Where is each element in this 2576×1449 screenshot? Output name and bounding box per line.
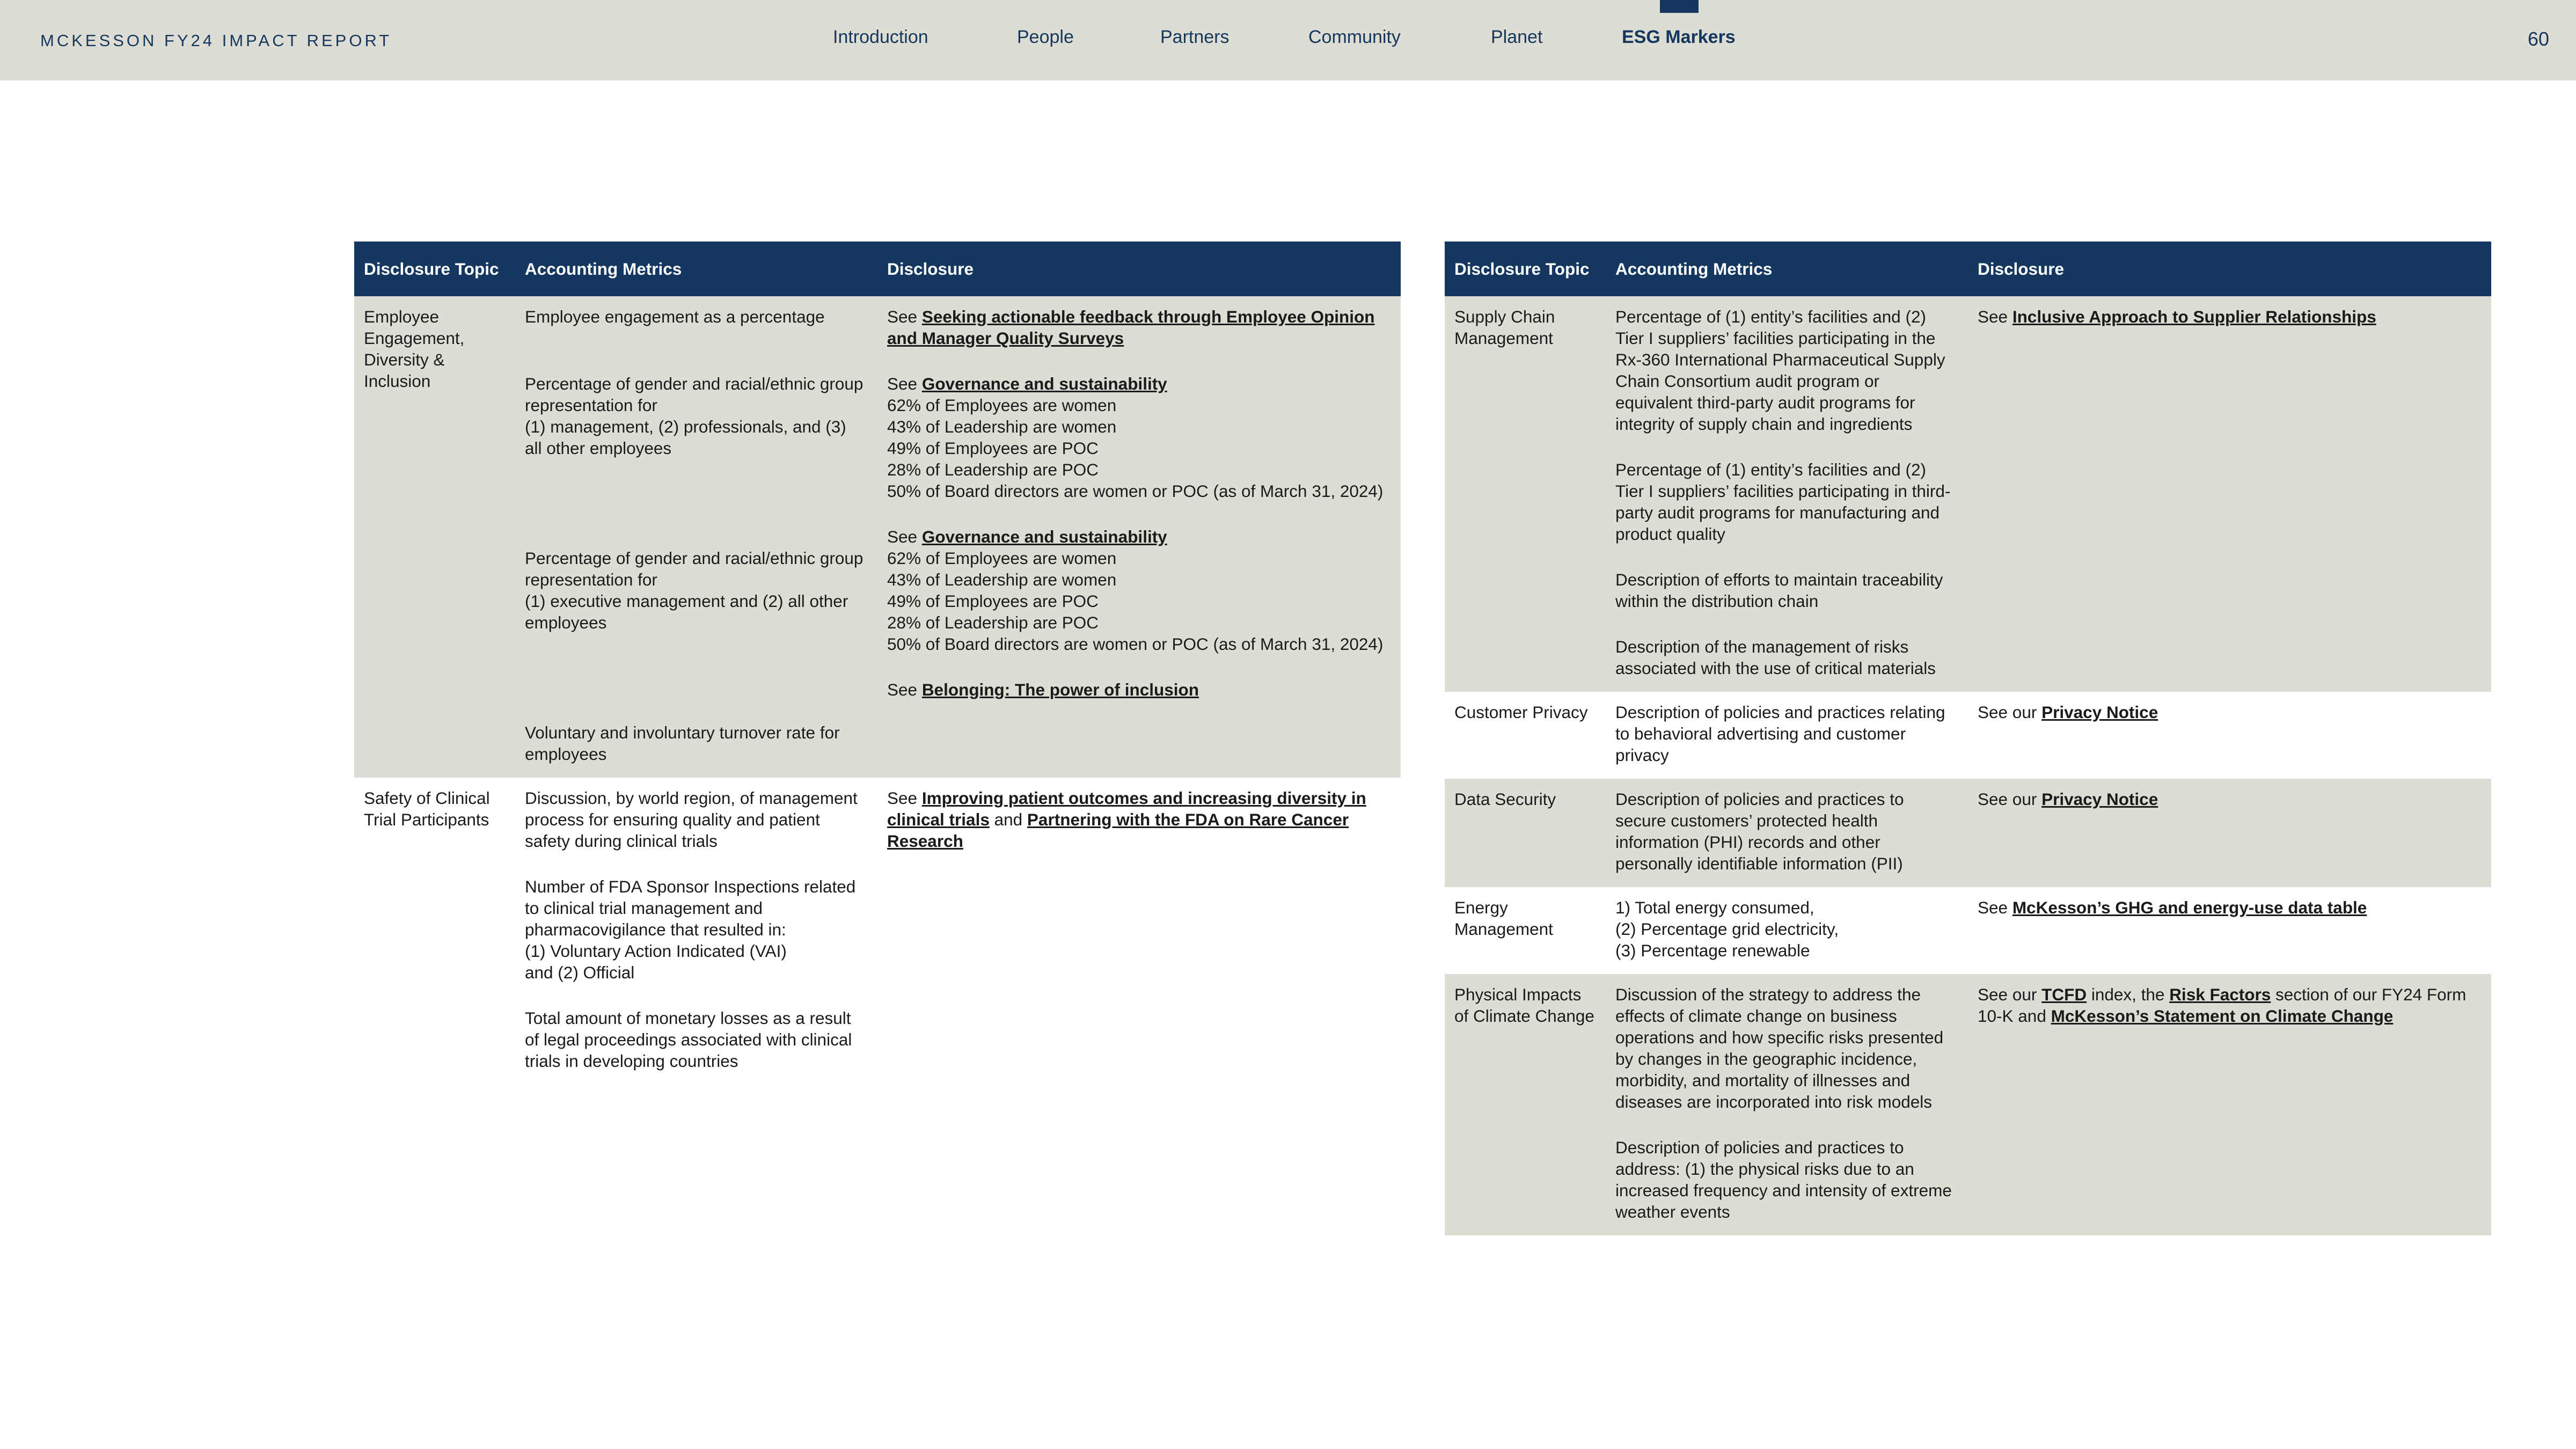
link-climate-statement[interactable]: McKesson’s Statement on Climate Change	[2051, 1006, 2394, 1026]
table-row	[1445, 974, 2491, 1235]
link-risk-factors[interactable]: Risk Factors	[2169, 985, 2271, 1004]
link-ghg-energy-table[interactable]: McKesson’s GHG and energy-use data table	[2012, 898, 2367, 917]
disclosure-item	[887, 679, 1391, 700]
see-prefix: See our	[1978, 985, 2042, 1004]
link-governance-sustainability[interactable]: Governance and sustainability	[921, 374, 1167, 393]
see-prefix: See	[887, 527, 922, 546]
metrics-cell	[1606, 887, 1968, 974]
disclosure-cell	[1968, 692, 2491, 779]
nav-community[interactable]: Community	[1308, 27, 1401, 47]
metrics-cell	[1606, 974, 1968, 1235]
see-prefix: See	[887, 307, 922, 326]
see-prefix: See our	[1978, 702, 2042, 722]
see-prefix: See	[887, 680, 922, 699]
link-clinical-trials-diversity[interactable]: Improving patient outcomes and increasing diversity in clinical trials	[887, 788, 1366, 829]
topic-cell: Physical Impacts of Climate Change	[1445, 974, 1606, 1235]
metric-text: Description of the management of risks associated with the use of critical materials	[1615, 637, 1936, 678]
link-supplier-relationships[interactable]: Inclusive Approach to Supplier Relationships	[2012, 307, 2376, 326]
column-header-metrics: Accounting Metrics	[515, 241, 877, 296]
link-belonging-inclusion[interactable]: Belonging: The power of inclusion	[921, 680, 1199, 699]
metric-text: Description of policies and practices to address: (1) the physical risks due to an increased frequency and intensity of extreme weather events	[1615, 1138, 1952, 1221]
metric-text: Description of efforts to maintain traceability within the distribution chain	[1615, 570, 1943, 611]
column-header-disclosure: Disclosure	[1968, 241, 2491, 296]
metrics-cell	[515, 778, 877, 1085]
topic-cell: Supply Chain Management	[1445, 296, 1606, 692]
nav-planet[interactable]: Planet	[1491, 27, 1543, 47]
table-row	[354, 778, 1401, 1085]
metric-text: Voluntary and involuntary turnover rate for employees	[525, 723, 840, 764]
topic-cell: Employee Engagement, Diversity & Inclusion	[354, 296, 515, 778]
topic-cell: Data Security	[1445, 779, 1606, 887]
see-prefix: See	[1978, 898, 2012, 917]
report-title: MCKESSON FY24 IMPACT REPORT	[40, 31, 392, 50]
disclosure-cell	[1968, 296, 2491, 692]
table-row	[1445, 887, 2491, 974]
see-prefix: See	[1978, 307, 2012, 326]
nav-people[interactable]: People	[1017, 27, 1074, 47]
link-governance-sustainability[interactable]: Governance and sustainability	[921, 527, 1167, 546]
active-section-marker	[1660, 0, 1699, 13]
column-header-topic: Disclosure Topic	[1445, 241, 1606, 296]
metric-text: Description of policies and practices to secure customers’ protected health information (PHI) records and other personally identifiable information (PII)	[1615, 789, 1904, 873]
metrics-cell	[1606, 692, 1968, 779]
table-row	[354, 296, 1401, 778]
table-row	[1445, 779, 2491, 887]
metrics-cell	[1606, 779, 1968, 887]
disclosure-cell	[1968, 974, 2491, 1235]
column-header-metrics: Accounting Metrics	[1606, 241, 1968, 296]
representation-stats: 62% of Employees are women 43% of Leadership are women 49% of Employees are POC 28% of Leadership are POC 50% of Board directors are women or POC (as of March 31, 2024)	[887, 396, 1384, 501]
disclosure-item	[887, 306, 1391, 349]
nav-partners[interactable]: Partners	[1160, 27, 1230, 47]
table-row	[1445, 296, 2491, 692]
metric-text: Discussion, by world region, of management process for ensuring quality and patient safety during clinical trials	[525, 788, 858, 851]
topic-cell: Safety of Clinical Trial Participants	[354, 778, 515, 1085]
see-prefix: See	[887, 374, 922, 393]
page-number: 60	[2527, 28, 2549, 50]
table-header-row	[354, 241, 1401, 296]
representation-stats: 62% of Employees are women 43% of Leadership are women 49% of Employees are POC 28% of Leadership are POC 50% of Board directors are women or POC (as of March 31, 2024)	[887, 548, 1384, 654]
disclosure-cell	[1968, 779, 2491, 887]
disclosure-cell	[1968, 887, 2491, 974]
metric-text: Percentage of gender and racial/ethnic group representation for (1) executive management and (2) all other employees	[525, 548, 863, 632]
metric-text: Percentage of gender and racial/ethnic group representation for (1) management, (2) professionals, and (3) all other employees	[525, 374, 863, 458]
metric-text: Description of policies and practices relating to behavioral advertising and customer privacy	[1615, 702, 1945, 765]
link-fda-rare-cancer[interactable]: Partnering with the FDA on Rare Cancer Research	[887, 810, 1349, 851]
disclosure-item	[887, 526, 1391, 655]
metrics-cell	[1606, 296, 1968, 692]
connector-text: section of our FY24 Form 10-K and	[1978, 985, 2467, 1026]
metric-text: Employee engagement as a percentage	[525, 307, 825, 326]
see-prefix: See	[887, 788, 922, 808]
nav-esg-markers[interactable]: ESG Markers	[1622, 27, 1736, 47]
metrics-cell	[515, 296, 877, 778]
left-disclosure-table	[354, 241, 1401, 1085]
topic-cell: Customer Privacy	[1445, 692, 1606, 779]
metric-text: Percentage of (1) entity’s facilities and (2) Tier I suppliers’ facilities participating in the Rx-360 International Pharmaceutical Supply Chain Consortium audit program or equivalent third-party audit programs for integrity of supply chain and ingredients	[1615, 307, 1945, 434]
metric-text: Discussion of the strategy to address the effects of climate change on business operations and how specific risks presented by changes in the geographic incidence, morbidity, and mortality of illnesses and diseases are incorporated into risk models	[1615, 985, 1944, 1111]
column-header-topic: Disclosure Topic	[354, 241, 515, 296]
table-row	[1445, 692, 2491, 779]
connector-text: index, the	[2087, 985, 2170, 1004]
right-disclosure-table	[1445, 241, 2491, 1235]
table-header-row	[1445, 241, 2491, 296]
disclosure-item	[887, 373, 1391, 502]
conjunction-text: and	[989, 810, 1027, 829]
see-prefix: See our	[1978, 789, 2042, 809]
link-privacy-notice[interactable]: Privacy Notice	[2041, 789, 2158, 809]
metric-text: Percentage of (1) entity’s facilities and (2) Tier I suppliers’ facilities participating in third-party audit programs for manufacturing and product quality	[1615, 460, 1951, 544]
link-employee-opinion-surveys[interactable]: Seeking actionable feedback through Employee Opinion and Manager Quality Surveys	[887, 307, 1375, 348]
metric-text: Total amount of monetary losses as a result of legal proceedings associated with clinical trials in developing countries	[525, 1008, 852, 1071]
disclosure-cell	[877, 296, 1401, 778]
metric-text: Number of FDA Sponsor Inspections related to clinical trial management and pharmacovigilance that resulted in: (1) Voluntary Action Indicated (VAI) and (2) Official	[525, 877, 856, 982]
link-privacy-notice[interactable]: Privacy Notice	[2041, 702, 2158, 722]
topic-cell: Energy Management	[1445, 887, 1606, 974]
nav-introduction[interactable]: Introduction	[833, 27, 928, 47]
top-navigation-bar	[0, 0, 2576, 80]
link-tcfd-index[interactable]: TCFD	[2041, 985, 2087, 1004]
metric-text: 1) Total energy consumed, (2) Percentage grid electricity, (3) Percentage renewable	[1615, 898, 1839, 960]
disclosure-cell	[877, 778, 1401, 1085]
column-header-disclosure: Disclosure	[877, 241, 1401, 296]
